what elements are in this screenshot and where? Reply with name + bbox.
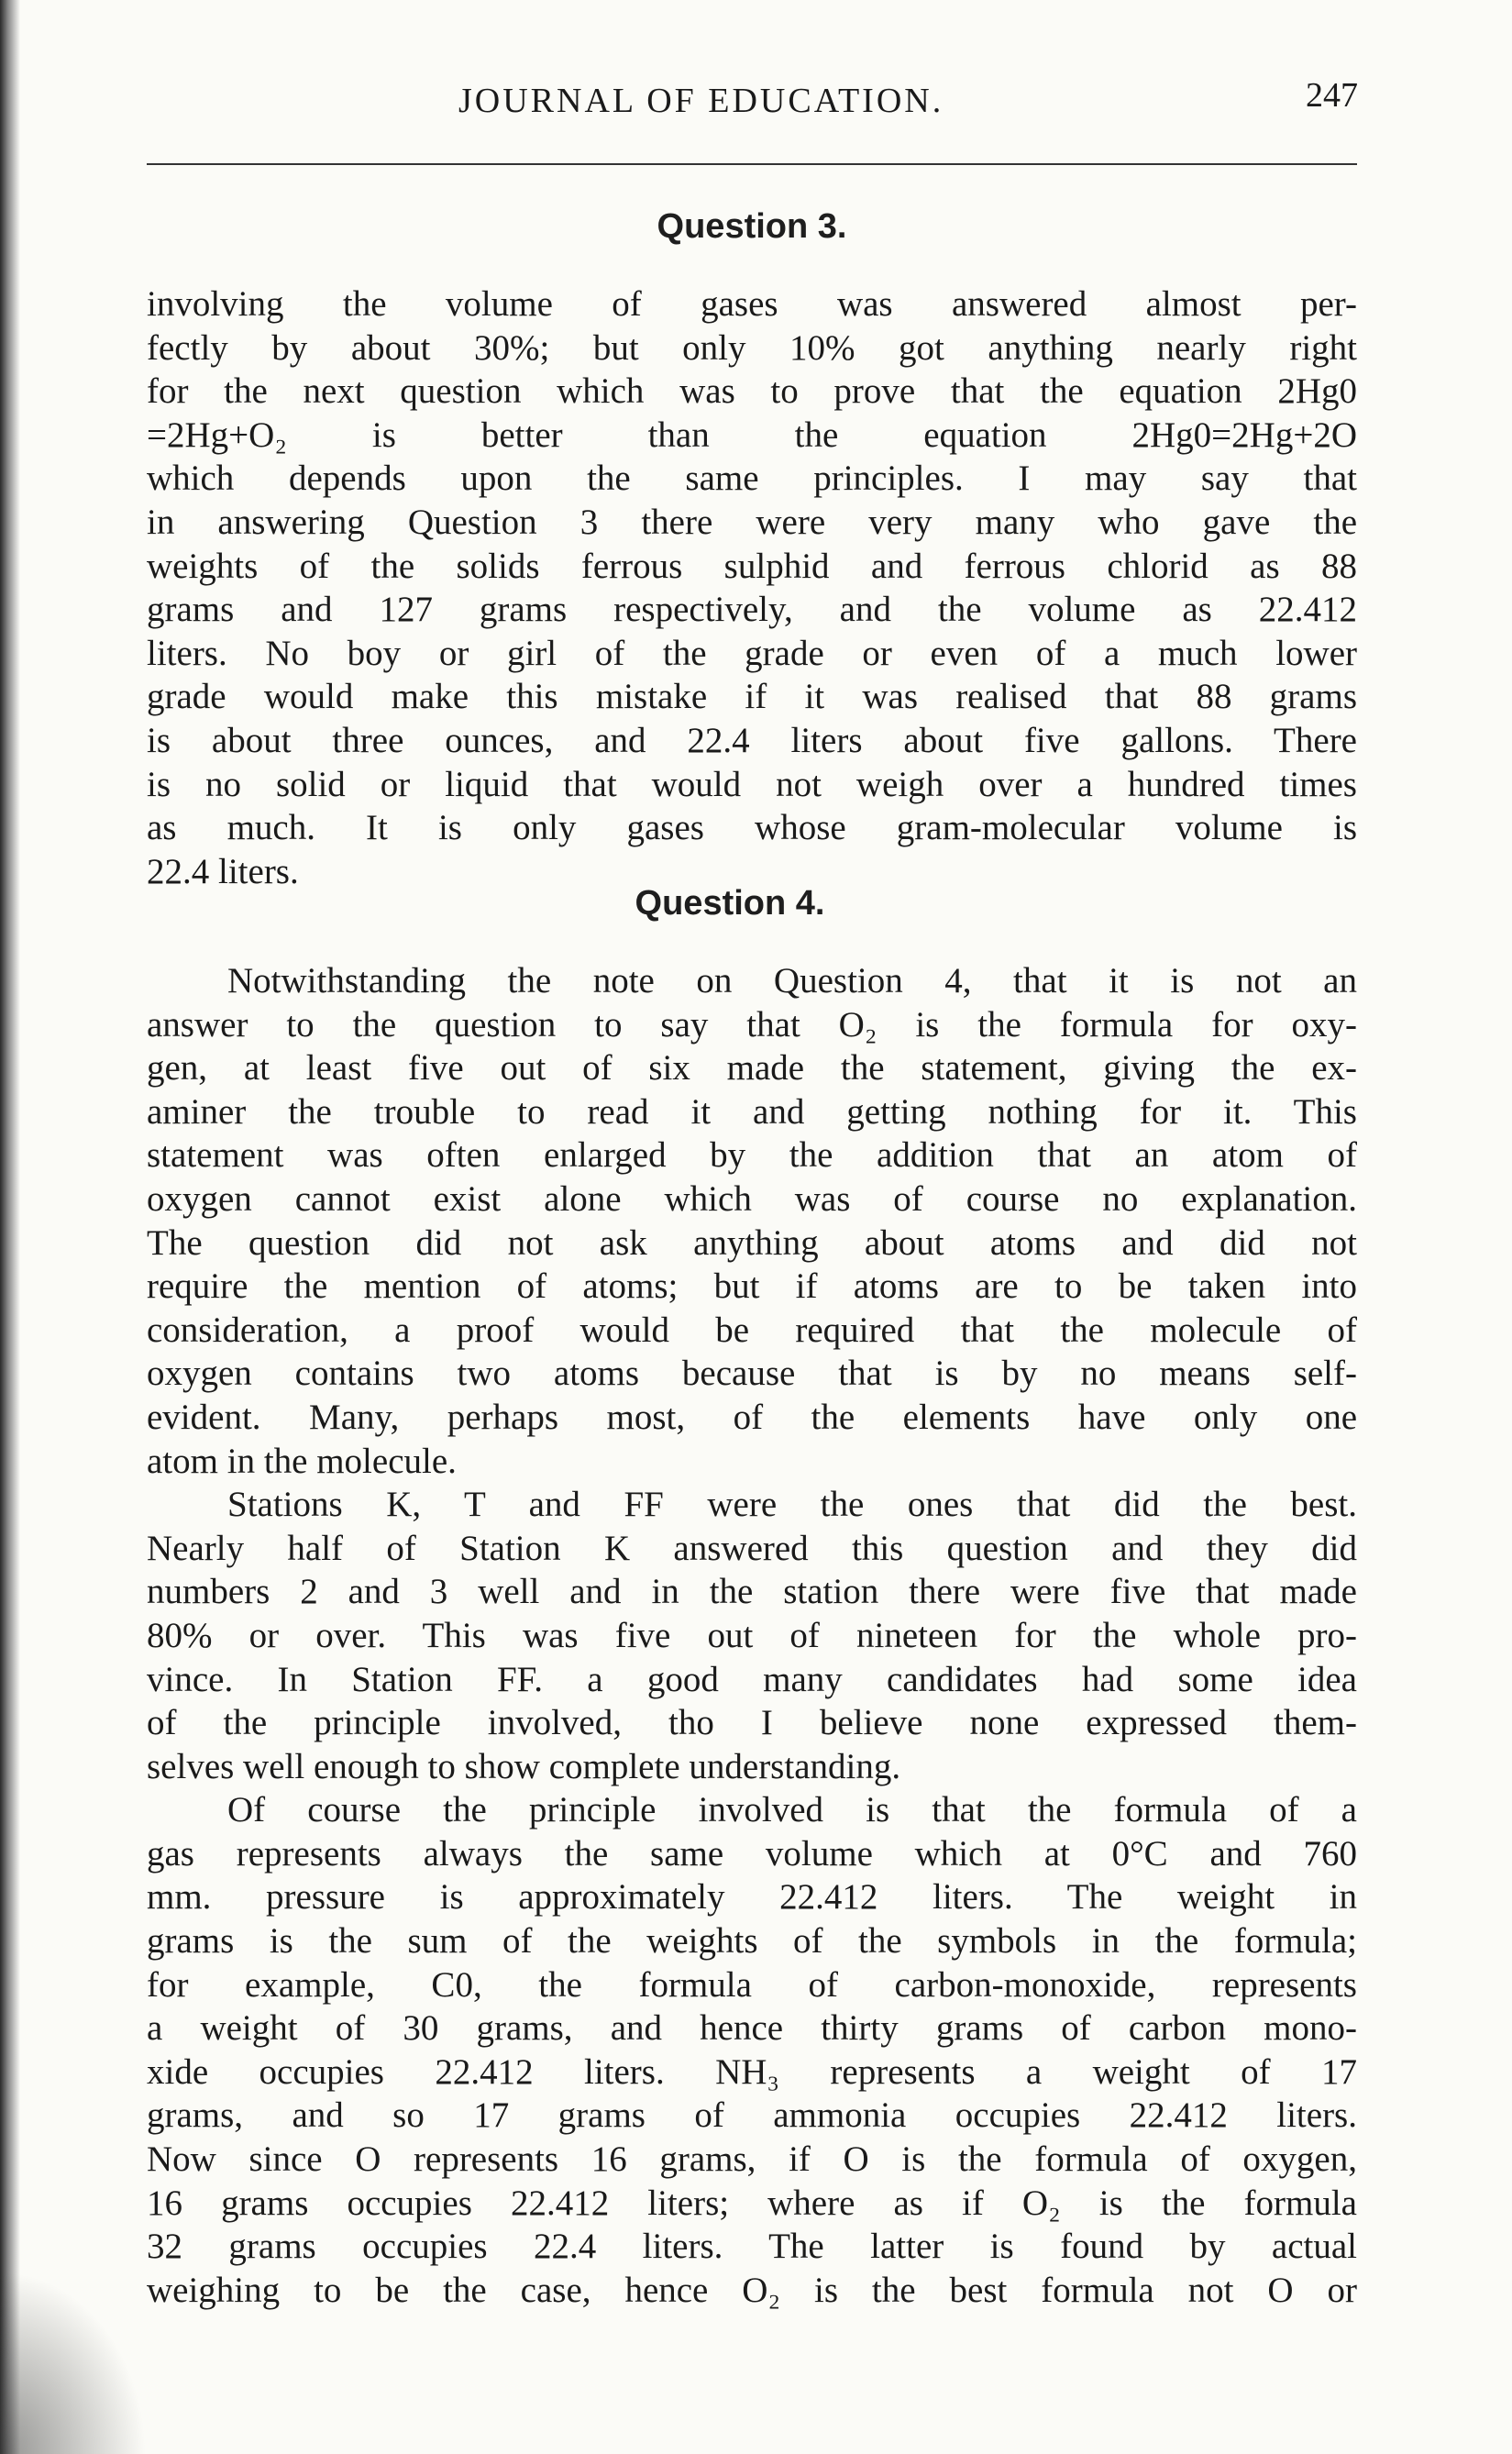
body-line: is no solid or liquid that would not weigh over a hundred times xyxy=(147,764,1357,804)
body-line: 32 grams occupies 22.4 liters. The latter is found by actual xyxy=(147,2227,1357,2267)
body-line: gen, at least five out of six made the statement, giving the ex- xyxy=(147,1048,1357,1089)
body-line: Notwithstanding the note on Question 4, that it is not an xyxy=(227,961,1357,1000)
body-line: oxygen contains two atoms because that is by no means self- xyxy=(147,1354,1357,1394)
body-line: is about three ounces, and 22.4 liters about five gallons. There xyxy=(147,720,1357,760)
body-line: answer to the question to say that O₂ is the formula for oxy- xyxy=(147,1004,1357,1045)
body-line: grams is the sum of the weights of the symbols in the formula; xyxy=(147,1921,1357,1962)
body-line: mm. pressure is approximately 22.412 liters. The weight in xyxy=(147,1877,1357,1918)
body-line: for example, C0, the formula of carbon-monoxide, represents xyxy=(147,1964,1357,2005)
body-line: =2Hg+O₂ is better than the equation 2Hg0=2Hg+2O xyxy=(147,415,1357,455)
page-number: 247 xyxy=(1306,76,1358,115)
body-line: Now since O represents 16 grams, if O is the formula of oxygen, xyxy=(147,2139,1357,2180)
question-3-body xyxy=(147,282,1357,893)
body-line: vince. In Station FF. a good many candidates had some idea xyxy=(147,1659,1357,1699)
body-line: grams, and so 17 grams of ammonia occupies 22.412 liters. xyxy=(147,2095,1357,2136)
page-corner-shading xyxy=(0,2271,147,2454)
body-line: The question did not ask anything about atoms and did not xyxy=(147,1222,1357,1263)
body-line: xide occupies 22.412 liters. NH₃ represents a weight of 17 xyxy=(147,2051,1357,2092)
body-line: atom in the molecule. xyxy=(147,1441,457,1481)
body-line: as much. It is only gases whose gram-molecular volume is xyxy=(147,808,1357,848)
body-line: statement was often enlarged by the addition that an atom of xyxy=(147,1135,1357,1176)
body-line: require the mention of atoms; but if atoms are to be taken into xyxy=(147,1266,1357,1307)
body-line: oxygen cannot exist alone which was of course no explanation. xyxy=(147,1178,1357,1219)
body-line: Of course the principle involved is that the formula of a xyxy=(227,1790,1357,1830)
body-line: numbers 2 and 3 well and in the station there were five that made xyxy=(147,1572,1357,1612)
question-4-body xyxy=(147,959,1357,2312)
body-line: which depends upon the same principles. I may say that xyxy=(147,459,1357,499)
question-4-heading: Question 4. xyxy=(635,884,825,923)
body-line: fectly by about 30%; but only 10% got anything nearly right xyxy=(147,327,1357,368)
body-line: in answering Question 3 there were very many who gave the xyxy=(147,502,1357,542)
body-line: selves well enough to show complete understanding. xyxy=(147,1746,901,1786)
body-line: 16 grams occupies 22.412 liters; where as if O₂ is the formula xyxy=(147,2183,1357,2223)
body-line: involving the volume of gases was answered almost per- xyxy=(147,284,1357,324)
header-rule xyxy=(147,163,1357,165)
body-line: a weight of 30 grams, and hence thirty grams of carbon mono- xyxy=(147,2008,1357,2049)
body-line: evident. Many, perhaps most, of the elements have only one xyxy=(147,1397,1357,1437)
body-line: grade would make this mistake if it was realised that 88 grams xyxy=(147,677,1357,717)
body-line: liters. No boy or girl of the grade or even of a much lower xyxy=(147,633,1357,673)
body-line: for the next question which was to prove that the equation 2Hg0 xyxy=(147,371,1357,412)
body-line: 80% or over. This was five out of nineteen for the whole pro- xyxy=(147,1615,1357,1655)
body-line: weights of the solids ferrous sulphid and ferrous chlorid as 88 xyxy=(147,546,1357,586)
body-line: consideration, a proof would be required that the molecule of xyxy=(147,1310,1357,1350)
body-line: Nearly half of Station K answered this question and they did xyxy=(147,1528,1357,1568)
body-line: gas represents always the same volume which at 0°C and 760 xyxy=(147,1833,1357,1874)
question-3-heading: Question 3. xyxy=(657,207,847,246)
body-line: grams and 127 grams respectively, and the volume as 22.412 xyxy=(147,590,1357,630)
body-line: Stations K, T and FF were the ones that did the best. xyxy=(227,1485,1357,1525)
page-binding-edge xyxy=(0,0,20,2454)
body-line: of the principle involved, tho I believe none expressed them- xyxy=(147,1703,1357,1743)
body-line: 22.4 liters. xyxy=(147,851,299,891)
running-header: JOURNAL OF EDUCATION. xyxy=(458,82,944,120)
body-line: aminer the trouble to read it and getting nothing for it. This xyxy=(147,1091,1357,1132)
body-line: weighing to be the case, hence O₂ is the best formula not O or xyxy=(147,2270,1357,2310)
